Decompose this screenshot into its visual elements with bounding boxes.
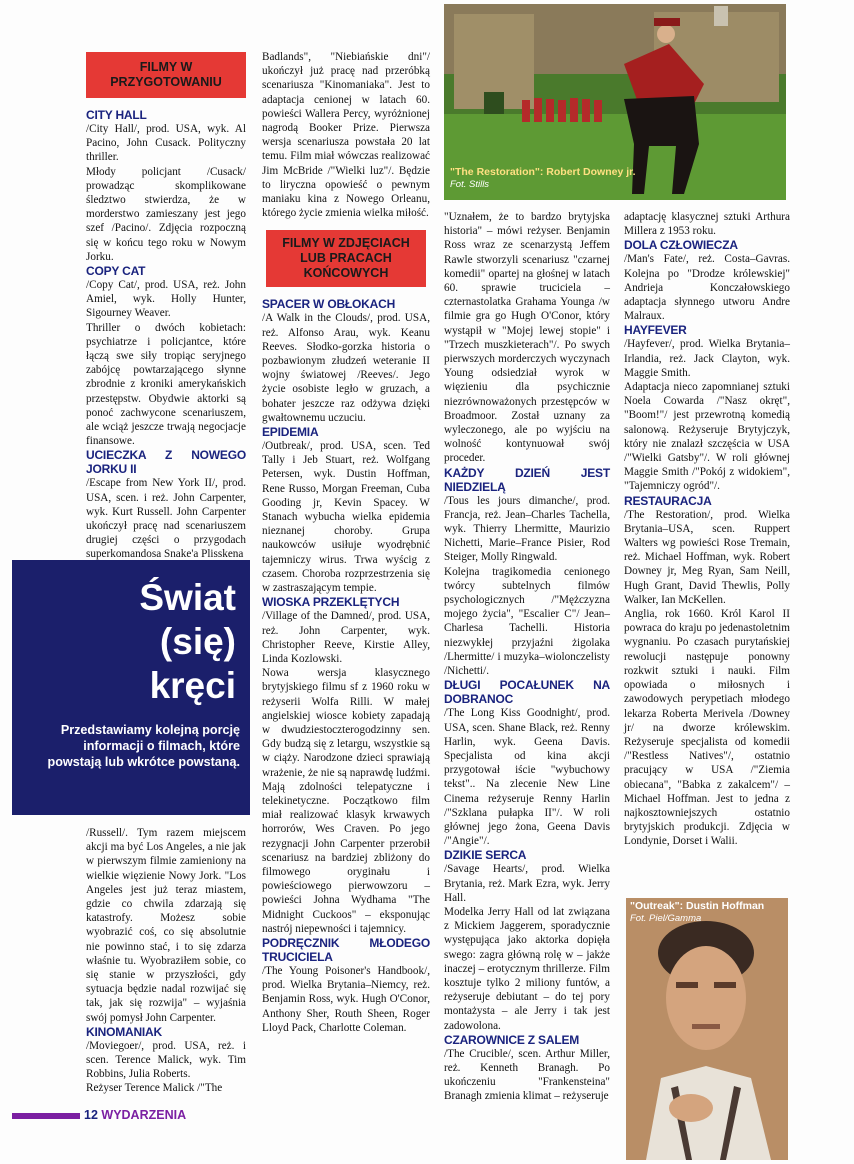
film-credits: /Moviegoer/, prod. USA, reż. i scen. Terence Malick, wyk. Tim Robbins, Julia Roberts. bbox=[86, 1039, 246, 1081]
film-description: Reżyser Terence Malick /"The bbox=[86, 1082, 223, 1095]
film-title-kazdy-dzien: KAŻDY DZIEŃ JEST NIEDZIELĄ bbox=[444, 465, 610, 494]
film-description: /Man's Fate/, reż. Costa–Gavras. Kolejna po "Drodze królewskiej" Andrieja Konczałowskiego adaptacja słynnego utworu Andre Malraux. bbox=[624, 253, 790, 323]
caption-credit: Fot. Piel/Gamma bbox=[630, 913, 702, 924]
film-title-restauracja: RESTAURACJA bbox=[624, 493, 712, 508]
film-description: Thriller o dwóch kobietach: psychiatrze i policjantce, które łączą swe siły tropiąc seryjnego zabójcę powtarzającego słynne zbrodnie z kroniki amerykańskich przestępstw. Obydwie aktorki są ponoć zachwycone scenariuszem, ale wciąż jeszcze trwają negocjacje finansowe. bbox=[86, 321, 246, 448]
film-credits: /Savage Hearts/, prod. Wielka Brytania, reż. Mark Ezra, wyk. Jerry Hall. bbox=[444, 863, 610, 904]
caption-text: "Outreak": Dustin Hoffman bbox=[630, 900, 765, 912]
film-title-city-hall: CITY HALL bbox=[86, 108, 147, 122]
film-description: Młody policjant /Cusack/ prowadząc skomplikowane śledztwo stwierdza, że w morderstwo zamieszany jest jego szef /Pacino/. Zdjęcia rozpoczną się w końcu tego roku w Nowym Jorku. bbox=[86, 165, 246, 263]
banner-title: Świat (się) kręci bbox=[139, 577, 236, 706]
film-credits: /The Restoration/, prod. Wielka Brytania–USA, scen. Ruppert Walters wg powieści Rose Tremain, reż. Michael Hoffman, wyk. Robert Downey jr, Meg Ryan, Sam Neill, Hugh Grant, David Thewlis, Polly Walker, Ian McKellen. bbox=[624, 508, 790, 606]
film-description: /The Crucible/, scen. Arthur Miller, reż. Kenneth Branagh. Po ukończeniu "Frankensteina" Branagh zmienia klimat – reżyseruje bbox=[444, 1047, 610, 1103]
caption-text: "The Restoration": Robert Downey jr. bbox=[450, 166, 636, 178]
film-credits: /Tous les jours dimanche/, prod. Francja, reż. Jean–Charles Tachella, wyk. Thierry Lhermitte, Maurizio Nichetti, Marie–France Pisier, Rod Steiger, Molly Ringwald. bbox=[444, 494, 610, 564]
film-description: Adaptacja nieco zapomnianej sztuki Noela Cowarda /"Nasz okręt", "Boom!"/ jest przewrotną komedią salonową. Reżyseruje Brytyjczyk, który nie znalazł szczęścia w USA /"Wielki Gatsby"/. W roli głównej Maggie Smith /"Pokój z widokiem", "Tajemniczy ogród"/. bbox=[624, 381, 790, 493]
column-3 bbox=[444, 210, 610, 1104]
footer-accent-bar bbox=[12, 1113, 80, 1119]
feature-banner bbox=[12, 560, 250, 815]
section-heading-shooting: FILMY W ZDJĘCIACH LUB PRACACH KOŃCOWYCH bbox=[266, 230, 426, 287]
film-description: Anglia, rok 1660. Król Karol II powraca do kraju po jedenastoletnim wygnaniu. Po czasach purytańskiej rewolucji następuje ponowny rozkwit sztuki i nauki. Film opowiada o miłosnych i zawodowych perypetiach młodego lekarza Roberta Merivela /Downey jr/ na dworze królewskim. Reżyseruje specjalista od komedii /"Restless Natives"/, ostatnio pracujący w USA /"Ziemia obiecana", "Babka z zakalcem"/ – Michael Hoffman. Jest to jedna z najkosztowniejszych ostatnio brytyjskich produkcji. Zdjęcia w Londynie, Dorset i Walii. bbox=[624, 608, 790, 848]
film-description: Modelka Jerry Hall od lat związana z Mickiem Jaggerem, sporadycznie występująca jako aktorka dopięła swego: zagra główną rolę w – jakże inaczej – erotycznym thrillerze. Film kosztuje tylko 2 miliony funtów, a reżyseruje debiutant – do tej pory montażysta – ale Jerry i tak jest zadowolona. bbox=[444, 905, 610, 1032]
film-title-dzikie-serca: DZIKIE SERCA bbox=[444, 848, 527, 863]
photo-outreak-caption bbox=[630, 900, 786, 924]
column-1 bbox=[86, 52, 246, 562]
film-description: adaptację klasycznej sztuki Arthura Millera z 1953 roku. bbox=[624, 211, 790, 238]
outreak-image bbox=[626, 898, 788, 1160]
film-credits: /City Hall/, prod. USA, wyk. Al Pacino, John Cusack. Polityczny thriller. bbox=[86, 123, 246, 164]
film-title-dola: DOLA CZŁOWIECZA bbox=[624, 238, 738, 253]
film-description: /Russell/. Tym razem miejscem akcji ma być Los Angeles, a nie jak w pierwszym filmie zamieniony na wielkie więzienie Nowy Jork. "Los Angeles jest już teraz miastem, gdzie co chwila zdarzają się katastrofy. Możesz sobie wyobrazić coś, co się absolutnie nie powinno stać, i to się zdarza właśnie tu. Wyobraziłem sobie, co się stanie w przyszłości, gdy sytuacja będzie nadal rozwijać się tak, jak się rozwija" – wyjaśnia swój pomysł John Carpenter. bbox=[86, 827, 246, 1024]
film-title-spacer: SPACER W OBŁOKACH bbox=[262, 297, 396, 312]
film-description: Nowa wersja klasycznego brytyjskiego filmu sf z 1960 roku w reżyserii Wolfa Rilli. W małej angielskiej wiosce kobiety zapadają w dwudziestoczterogodzinny sen. Gdy budzą się z letargu, wszystkie są w ciąży. Narodzone dzieci sprawiają wrażenie, że nie są naprawdę ludźmi. Mają zdolności telepatyczne i telekinetyczne. Początkowo film miał realizować klasyk krwawych horrorów, Wes Craven. Po jego rezygnacji John Carpenter przerobił scenariusz na bardziej zbliżony do filmowego oryginału i powieściowego pierwowzoru – powieści Johna Wydhama "The Midnight Cuckoos" – eksponując nastrój niepewności i tajemnicy. bbox=[262, 667, 430, 935]
photo-restoration-caption bbox=[450, 166, 710, 190]
page-number: 12 bbox=[84, 1108, 98, 1122]
banner-subtitle: Przedstawiamy kolejną porcję informacji o filmach, które powstają lub wkrótce powstaną. bbox=[47, 723, 240, 769]
film-credits: /Escape from New York II/, prod. USA, scen. i reż. John Carpenter, wyk. Kurt Russell. John Carpenter ukończył pracę nad scenariuszem drugiej części o przygodach superkomandosa Snake'a Plisskena bbox=[86, 477, 246, 561]
column-4 bbox=[624, 210, 790, 849]
page-footer bbox=[12, 1108, 250, 1124]
column-1-continued bbox=[86, 826, 246, 1096]
film-title-epidemia: EPIDEMIA bbox=[262, 425, 319, 440]
footer-text bbox=[84, 1108, 186, 1122]
film-description: "Uznałem, że to bardzo brytyjska historia" – mówi reżyser. Benjamin Ross wraz ze scenarzystą Jeffem Rawle stworzyli scenariusz "czarnej komedii" opartej na głośnej w latach 60. sprawie trucicielа – czternastolatka Grahama Younga /w filmie gra go Hugh O'Conor, który wystąpił w "Mojej lewej stopie" i "Trzech muszkieterach"/. Po swych pierwszych morderczych wyczynach Young odsiedział wyrok w więzieniu dla psychicznie niezrównoważonych przestępców w Broadmoor. Został uznany za wyleczonego, ale po wyjściu na wolność kontynuował swój proceder. bbox=[444, 211, 610, 465]
film-description: /Outbreak/, prod. USA, scen. Ted Tally i Jeb Stuart, reż. Wolfgang Petersen, wyk. Dustin Hoffman, Rene Russo, Morgan Freeman, Cuba Gooding jr, Kevin Spacey. W Stanach wybucha wielka epidemia nieznanej choroby. Grupa naukowców usiłuje wyodrębnić tajemniczy wirus. Trwa wyścig z czasem. Choroba rozprzestrzenia się w zastraszającym tempie. bbox=[262, 440, 430, 595]
film-description: Kolejna tragikomedia cenionego twórcy subtelnych filmów psychologicznych /"Mężczyzna mojego życia", "Escalier C"/ Jean–Charlesa Tachelli. Historia niezwykłej przyjaźni żigolaka /Lhermitte/ i muzyka–wiolonczelisty /Nichetti/. bbox=[444, 565, 610, 678]
caption-credit: Fot. Stills bbox=[450, 179, 490, 190]
film-title-dlugi-pocalunek: DŁUGI POCAŁUNEK NA DOBRANOC bbox=[444, 678, 610, 707]
film-title-kinomaniak: KINOMANIAK bbox=[86, 1024, 162, 1039]
film-credits: /The Young Poisoner's Handbook/, prod. Wielka Brytania–Niemcy, reż. Benjamin Ross, wyk. Hugh O'Conor, Anthony Sher, Routh Sheen, Roger Lloyd Pack, Charlotte Coleman. bbox=[262, 964, 430, 1034]
film-title-hayfever: HAYFEVER bbox=[624, 323, 687, 338]
film-description: /A Walk in the Clouds/, prod. USA, reż. Alfonso Arau, wyk. Keanu Reeves. Słodko-gorzka historia o pozbawionym złudzeń weteranie II wojny światowej /Reeves/. Jego życie osobiste legło w gruzach, a bohater jeszcze raz odżywa dzięki gwałtownemu uczuciu. bbox=[262, 312, 430, 424]
film-title-wioska: WIOSKA PRZEKLĘTYCH bbox=[262, 595, 400, 610]
film-title-escape: UCIECZKA Z NOWEGO JORKU II bbox=[86, 448, 246, 477]
film-description: /The Long Kiss Goodnight/, prod. USA, scen. Shane Black, reż. Renny Harlin, wyk. Geena Davis. Specjalista od kina akcji przygotował iście "wybuchowy tekst".. Na zlecenie New Line Cinema reżyseruje Renny Harlin /"Szklana pułapka II"/. W roli głównej jego żona, Geena Davis /"Angie"/. bbox=[444, 707, 610, 848]
film-description: Badlands", "Niebiańskie dni"/ ukończył już pracę nad przeróbką scenariusza "Kinomaniaka". Jest to adaptacja cenionej w latach 60. powieści Wallera Percy, wyróżnionej nagrodą Booker Prize. Pierwsza wersja scenariusza powstała 20 lat temu. Film miał wówczas realizować Jim McBride /"Wielki luz"/. Będzie to liryczna opowieść o pewnym maniaku kina z Nowego Orleanu, którego życie zmienia wielka miłość. bbox=[262, 51, 430, 220]
column-2 bbox=[262, 50, 430, 1035]
photo-outreak bbox=[626, 898, 788, 1160]
film-title-copy-cat: COPY CAT bbox=[86, 264, 146, 279]
film-credits: /Copy Cat/, prod. USA, reż. John Amiel, wyk. Holly Hunter, Sigourney Weaver. bbox=[86, 279, 246, 320]
film-title-podrecznik: PODRĘCZNIK MŁODEGO TRUCICIELA bbox=[262, 935, 430, 964]
section-heading-planned: FILMY W PRZYGOTOWANIU bbox=[86, 52, 246, 98]
film-credits: /Hayfever/, prod. Wielka Brytania–Irlandia, reż. Jack Clayton, wyk. Maggie Smith. bbox=[624, 338, 790, 379]
section-name: WYDARZENIA bbox=[101, 1108, 187, 1122]
film-title-czarownice: CZAROWNICE Z SALEM bbox=[444, 1032, 580, 1047]
film-credits: /Village of the Damned/, prod. USA, reż. John Carpenter, wyk. Christopher Reeve, Kirstie Alley, Linda Kozlowski. bbox=[262, 610, 430, 665]
